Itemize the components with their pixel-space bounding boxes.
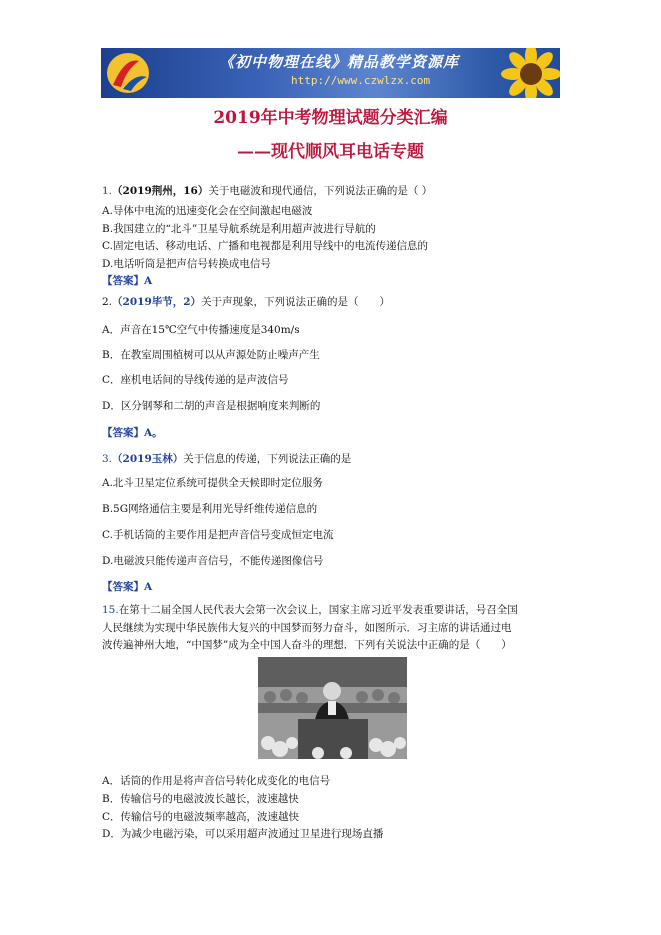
question-text: 关于电磁波和现代通信，下列说法正确的是（ ） <box>208 185 433 197</box>
speech-photo <box>258 657 407 759</box>
question-3-option-a: A.北斗卫星定位系统可提供全天候即时定位服务 <box>102 477 323 489</box>
question-1-option-a: A.导体中电流的迅速变化会在空间激起电磁波 <box>102 205 313 217</box>
question-1-option-b: B.我国建立的“北斗”卫星导航系统是利用超声波进行导航的 <box>102 223 376 235</box>
question-15-option-b: B．传输信号的电磁波波长越长，波速越快 <box>102 793 299 805</box>
question-15-stem-line-1 <box>102 602 518 617</box>
site-logo-icon <box>105 51 151 95</box>
question-number: 3. <box>102 453 113 465</box>
question-3-stem <box>102 451 351 466</box>
question-2-stem <box>102 294 390 309</box>
header-banner <box>101 48 560 98</box>
question-number: 1. <box>102 185 113 197</box>
question-15-option-d: D．为减少电磁污染，可以采用超声波通过卫星进行现场直播 <box>102 828 384 840</box>
question-3-option-b: B.5G网络通信主要是利用光导纤维传递信息的 <box>102 503 318 515</box>
question-source: （2019荆州，16） <box>112 185 209 197</box>
question-source: （2019玉林） <box>112 453 184 465</box>
question-1-stem <box>102 183 432 198</box>
question-1-option-d: D.电话听筒是把声信号转换成电信号 <box>102 258 271 270</box>
question-15-stem-line-3: 波传遍神州大地，“中国梦”成为全中国人奋斗的理想．下列有关说法中正确的是（ ） <box>102 639 512 651</box>
question-number: 2. <box>102 296 113 308</box>
question-2-option-a: A．声音在15℃空气中传播速度是340m/s <box>102 324 300 336</box>
question-2-option-d: D．区分钢琴和二胡的声音是根据响度来判断的 <box>102 400 321 412</box>
question-2-answer: 【答案】A。 <box>102 427 163 439</box>
sunflower-icon <box>496 48 560 98</box>
question-number: 15. <box>102 604 119 616</box>
question-1-answer: 【答案】A <box>102 275 153 287</box>
question-3-option-d: D.电磁波只能传递声音信号，不能传递图像信号 <box>102 555 324 567</box>
question-2-option-c: C．座机电话间的导线传递的是声波信号 <box>102 374 289 386</box>
question-text: 关于声现象，下列说法正确的是（ ） <box>201 296 391 308</box>
question-text: 在第十二届全国人民代表大会第一次会议上，国家主席习近平发表重要讲话，号召全国 <box>118 604 518 616</box>
question-2-option-b: B．在教室周围植树可以从声源处防止噪声产生 <box>102 349 320 361</box>
question-1-option-c: C.固定电话、移动电话、广播和电视都是利用导线中的电流传递信息的 <box>102 240 428 252</box>
banner-url: http://www.czwlzx.com <box>291 74 431 87</box>
question-15-option-c: C．传输信号的电磁波频率越高，波速越快 <box>102 811 300 823</box>
question-15-stem-line-2: 人民继续为实现中华民族伟大复兴的中国梦而努力奋斗，如图所示．习主席的讲话通过电 <box>102 622 512 634</box>
page-title: 2019年中考物理试题分类汇编 <box>213 108 448 128</box>
page-subtitle: ——现代顺风耳电话专题 <box>237 142 424 162</box>
question-3-option-c: C.手机话筒的主要作用是把声音信号变成恒定电流 <box>102 529 334 541</box>
question-15-option-a: A．话筒的作用是将声音信号转化成变化的电信号 <box>102 775 331 787</box>
banner-title: 《初中物理在线》精品教学资源库 <box>219 53 460 71</box>
question-3-answer: 【答案】A <box>102 581 153 593</box>
question-text: 关于信息的传递，下列说法正确的是 <box>183 453 352 465</box>
question-source: （2019毕节，2） <box>112 296 202 308</box>
